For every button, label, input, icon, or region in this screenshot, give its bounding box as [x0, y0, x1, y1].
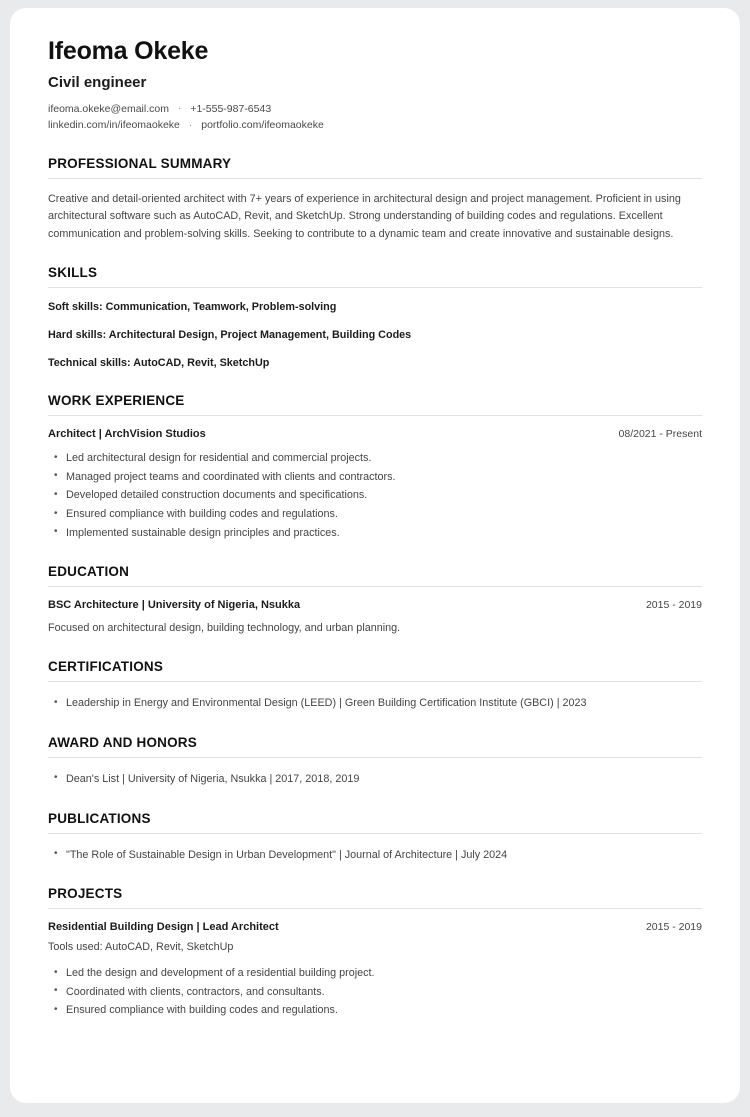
section-education [48, 564, 702, 637]
entry-title: Residential Building Design | Lead Architect [48, 921, 279, 934]
section-divider [48, 681, 702, 682]
section-skills [48, 265, 702, 371]
project-tools: Tools used: AutoCAD, Revit, SketchUp [48, 941, 234, 954]
list-item: • Ensured compliance with building codes and regulations. [48, 505, 702, 524]
section-projects [48, 886, 702, 1020]
list-item: • Developed detailed construction documents and specifications. [48, 486, 702, 505]
contact-row-primary [48, 101, 702, 117]
list-item: • Leadership in Energy and Environmental Design (LEED) | Green Building Certification Institute (GBCI) | 2023 [48, 694, 702, 713]
section-heading: AWARD AND HONORS [48, 734, 197, 750]
section-publications [48, 811, 702, 865]
list-item: • Led architectural design for residential and commercial projects. [48, 449, 702, 468]
list-item: • Managed project teams and coordinated with clients and contractors. [48, 468, 702, 487]
entry-bullet-list [48, 449, 702, 542]
list-item: • "The Role of Sustainable Design in Urban Development" | Journal of Architecture | July 2024 [48, 846, 702, 865]
entry-bullet-list [48, 964, 702, 1020]
contact-separator-icon: · [188, 119, 193, 131]
list-item: • Dean's List | University of Nigeria, Nsukka | 2017, 2018, 2019 [48, 770, 702, 789]
project-entry [48, 921, 702, 1020]
section-heading: PROFESSIONAL SUMMARY [48, 155, 232, 171]
resume-header [48, 38, 702, 134]
entry-date: 08/2021 - Present [618, 428, 702, 441]
contact-row-secondary [48, 117, 702, 133]
skill-line: Soft skills: Communication, Teamwork, Problem-solving [48, 300, 337, 313]
certifications-list [48, 694, 702, 713]
section-divider [48, 415, 702, 416]
phone-text: +1-555-987-6543 [190, 103, 272, 115]
section-heading: CERTIFICATIONS [48, 659, 164, 675]
publications-list [48, 846, 702, 865]
section-divider [48, 833, 702, 834]
experience-entry [48, 428, 702, 542]
section-work-experience [48, 393, 702, 542]
section-heading: EDUCATION [48, 564, 130, 580]
entry-date: 2015 - 2019 [645, 599, 702, 612]
entry-title: Architect | ArchVision Studios [48, 428, 206, 441]
email-text: ifeoma.okeke@email.com [48, 103, 169, 115]
list-item: • Coordinated with clients, contractors, and consultants. [48, 983, 702, 1002]
section-divider [48, 287, 702, 288]
section-professional-summary [48, 156, 702, 243]
section-awards [48, 735, 702, 789]
entry-date: 2015 - 2019 [645, 921, 702, 934]
summary-text: Creative and detail-oriented architect with 7+ years of experience in architectural design and project management. Proficient in using architectural software such as AutoCAD, Revit, and SketchUp. Strong understanding of building codes and regulations. Excellent communication and problem-solving skills. Seeking to contribute to a dynamic team and create innovative and sustainable designs. [48, 192, 681, 240]
list-item: • Implemented sustainable design principles and practices. [48, 524, 702, 543]
section-heading: WORK EXPERIENCE [48, 393, 185, 409]
section-divider [48, 757, 702, 758]
awards-list [48, 770, 702, 789]
list-item: • Led the design and development of a residential building project. [48, 964, 702, 983]
education-note: Focused on architectural design, building technology, and urban planning. [48, 622, 401, 635]
section-divider [48, 178, 702, 179]
entry-header [48, 428, 702, 440]
section-heading: SKILLS [48, 264, 98, 280]
education-entry [48, 599, 702, 637]
section-heading: PROJECTS [48, 886, 123, 902]
section-heading: PUBLICATIONS [48, 810, 151, 826]
skill-line: Technical skills: AutoCAD, Revit, SketchUp [48, 357, 270, 370]
section-certifications [48, 659, 702, 713]
skill-line: Hard skills: Architectural Design, Project Management, Building Codes [48, 329, 412, 342]
resume-page [10, 8, 740, 1103]
section-divider [48, 908, 702, 909]
contact-separator-icon: · [177, 103, 182, 115]
section-divider [48, 586, 702, 587]
entry-header [48, 921, 702, 933]
candidate-name: Ifeoma Okeke [48, 37, 209, 65]
entry-title: BSC Architecture | University of Nigeria, Nsukka [48, 599, 301, 612]
list-item: • Ensured compliance with building codes and regulations. [48, 1001, 702, 1020]
portfolio-text: portfolio.com/ifeomaokeke [201, 119, 324, 132]
linkedin-text: linkedin.com/in/ifeomaokeke [48, 119, 180, 132]
entry-header [48, 599, 702, 611]
candidate-job-title: Civil engineer [48, 73, 147, 91]
